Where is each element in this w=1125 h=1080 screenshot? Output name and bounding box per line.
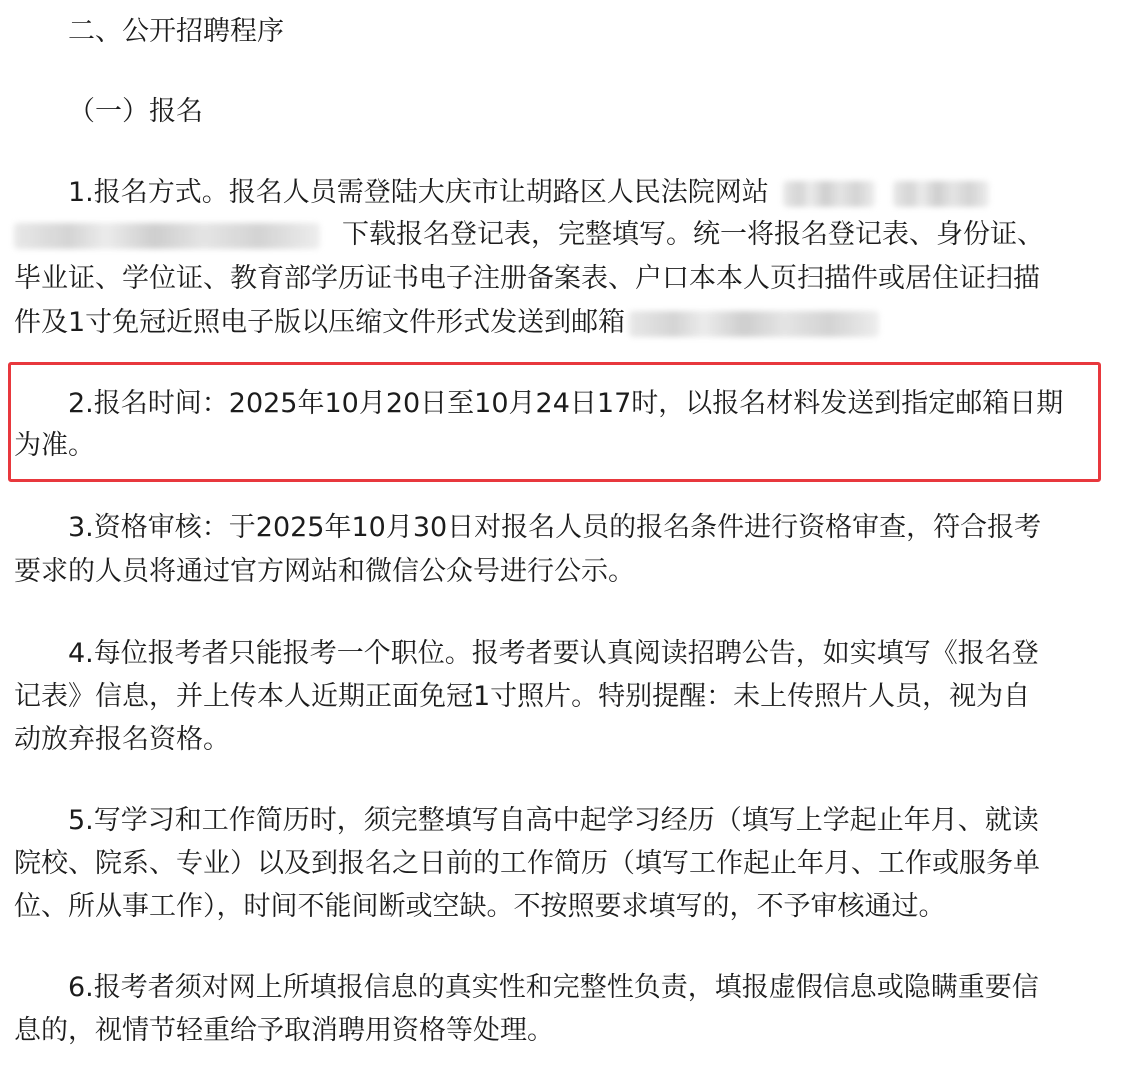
redacted-url (893, 181, 989, 207)
paragraph-line: 毕业证、学位证、教育部学历证书电子注册备案表、户口本本人页扫描件或居住证扫描 (14, 263, 1040, 294)
redacted-url (14, 223, 320, 249)
subsection-heading: （一）报名 (68, 96, 203, 127)
paragraph-line: 息的，视情节轻重给予取消聘用资格等处理。 (14, 1015, 554, 1046)
paragraph-line: 2.报名时间：2025年10月20日至10月24日17时，以报名材料发送到指定邮箱日期 (68, 388, 1064, 419)
paragraph-line: 1.报名方式。报名人员需登陆大庆市让胡路区人民法院网站 (68, 173, 989, 213)
paragraph-line: 5.写学习和工作简历时，须完整填写自高中起学习经历（填写上学起止年月、就读 (68, 805, 1039, 836)
paragraph-line: 6.报考者须对网上所填报信息的真实性和完整性负责，填报虚假信息或隐瞒重要信 (68, 972, 1039, 1003)
paragraph-line: 件及1寸免冠近照电子版以压缩文件形式发送到邮箱 (14, 303, 879, 343)
paragraph-line: 3.资格审核：于2025年10月30日对报名人员的报名条件进行资格审查，符合报考 (68, 512, 1042, 543)
section-heading: 二、公开招聘程序 (68, 16, 284, 47)
paragraph-line: 为准。 (14, 430, 95, 461)
redacted-url (783, 181, 875, 207)
paragraph-line: 动放弃报名资格。 (14, 724, 230, 755)
redacted-email (629, 311, 879, 337)
paragraph-line: 下载报名登记表，完整填写。统一将报名登记表、身份证、 (14, 215, 1044, 255)
paragraph-line: 院校、院系、专业）以及到报名之日前的工作简历（填写工作起止年月、工作或服务单 (14, 848, 1040, 879)
paragraph-line: 记表》信息，并上传本人近期正面免冠1寸照片。特别提醒：未上传照片人员，视为自 (14, 681, 1031, 712)
paragraph-line: 要求的人员将通过官方网站和微信公众号进行公示。 (14, 556, 635, 587)
paragraph-line: 4.每位报考者只能报考一个职位。报考者要认真阅读招聘公告，如实填写《报名登 (68, 638, 1039, 669)
paragraph-line: 位、所从事工作），时间不能间断或空缺。不按照要求填写的，不予审核通过。 (14, 891, 946, 922)
